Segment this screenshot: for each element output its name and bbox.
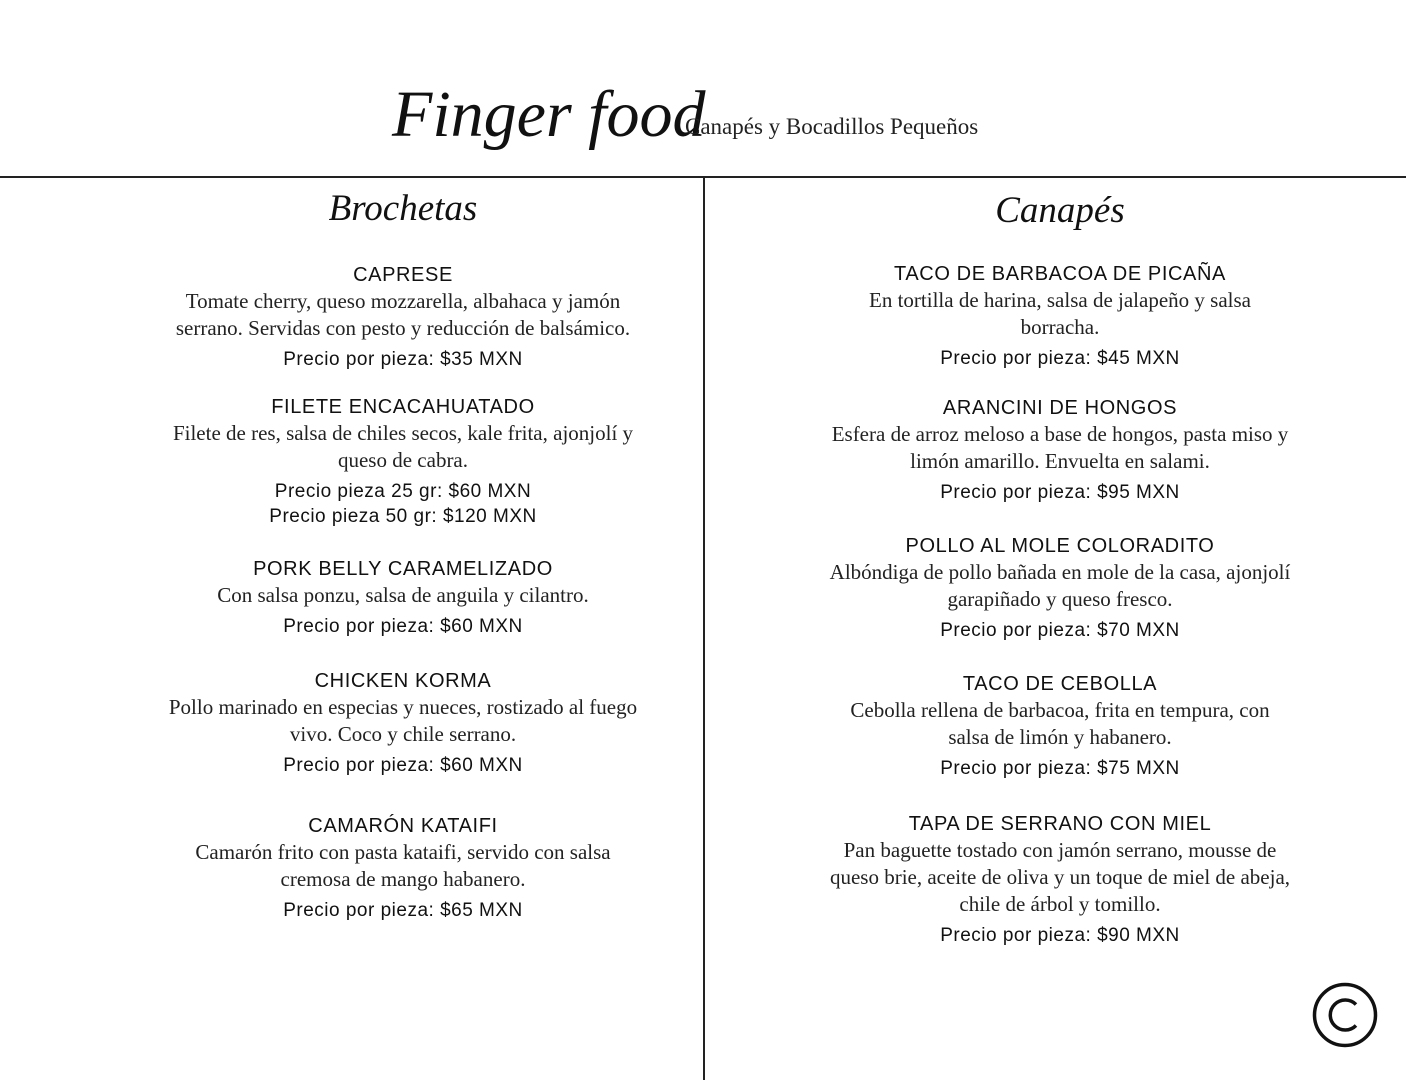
- item-description-line: Esfera de arroz meloso a base de hongos, pasta miso y: [831, 422, 1289, 446]
- item-price: Precio por pieza: $75 MXN: [940, 758, 1180, 779]
- item-description-line: limón amarillo. Envuelta en salami.: [910, 449, 1210, 473]
- item-description-line: Camarón frito con pasta kataifi, servido con salsa: [195, 840, 611, 864]
- page-title: Finger food: [392, 78, 706, 151]
- item-name: TAPA DE SERRANO CON MIEL: [908, 813, 1212, 835]
- menu-item: [140, 262, 666, 372]
- page-subtitle: Canapés y Bocadillos Pequeños: [685, 114, 979, 139]
- item-description-line: Con salsa ponzu, salsa de anguila y cilantro.: [217, 583, 589, 607]
- menu-item: [140, 813, 666, 923]
- item-description-line: Filete de res, salsa de chiles secos, kale frita, ajonjolí y: [172, 421, 634, 445]
- item-price: Precio pieza 50 gr: $120 MXN: [269, 506, 537, 527]
- item-price: Precio por pieza: $45 MXN: [940, 348, 1180, 369]
- menu-item: [800, 811, 1320, 948]
- item-description-line: En tortilla de harina, salsa de jalapeño y salsa: [869, 288, 1251, 312]
- item-description-line: cremosa de mango habanero.: [280, 867, 526, 891]
- item-name: ARANCINI DE HONGOS: [942, 397, 1178, 419]
- item-name: PORK BELLY CARAMELIZADO: [253, 558, 553, 580]
- item-name: CHICKEN KORMA: [314, 670, 492, 692]
- menu-item: [800, 671, 1320, 781]
- item-description-line: garapiñado y queso fresco.: [947, 587, 1173, 611]
- item-name: CAMARÓN KATAIFI: [308, 815, 498, 837]
- item-description-line: queso de cabra.: [337, 448, 469, 472]
- section-title-brochetas: Brochetas: [328, 188, 478, 229]
- menu-item: [140, 556, 666, 639]
- item-price: Precio por pieza: $90 MXN: [940, 925, 1180, 946]
- item-description-line: Pan baguette tostado con jamón serrano, mousse de: [843, 838, 1277, 862]
- menu-item: [800, 395, 1320, 505]
- item-price: Precio por pieza: $65 MXN: [283, 900, 523, 921]
- item-price: Precio por pieza: $95 MXN: [940, 482, 1180, 503]
- section-title-canapes: Canapés: [995, 190, 1125, 231]
- item-name: POLLO AL MOLE COLORADITO: [905, 535, 1215, 557]
- item-description-line: Albóndiga de pollo bañada en mole de la casa, ajonjolí: [829, 560, 1291, 584]
- item-description-line: serrano. Servidas con pesto y reducción de balsámico.: [175, 316, 631, 340]
- item-description-line: Tomate cherry, queso mozzarella, albahaca y jamón: [185, 289, 621, 313]
- copyright-icon: [1312, 982, 1378, 1048]
- item-price: Precio por pieza: $35 MXN: [283, 349, 523, 370]
- item-description-line: Pollo marinado en especias y nueces, rostizado al fuego: [168, 695, 638, 719]
- item-description-line: borracha.: [1020, 315, 1100, 339]
- column-divider: [703, 178, 705, 1080]
- menu-item: [800, 533, 1320, 643]
- menu-item: [140, 394, 666, 529]
- item-name: FILETE ENCACAHUATADO: [271, 396, 535, 418]
- item-name: TACO DE CEBOLLA: [962, 673, 1158, 695]
- menu-header: [0, 0, 1406, 176]
- item-description-line: Cebolla rellena de barbacoa, frita en tempura, con: [850, 698, 1270, 722]
- item-price: Precio por pieza: $60 MXN: [283, 616, 523, 637]
- item-name: CAPRESE: [353, 264, 453, 286]
- menu-item: [140, 668, 666, 778]
- item-description-line: vivo. Coco y chile serrano.: [289, 722, 517, 746]
- item-price: Precio por pieza: $60 MXN: [283, 755, 523, 776]
- item-price: Precio por pieza: $70 MXN: [940, 620, 1180, 641]
- item-price: Precio pieza 25 gr: $60 MXN: [274, 481, 532, 502]
- menu-item: [800, 261, 1320, 371]
- item-description-line: chile de árbol y tomillo.: [959, 892, 1161, 916]
- item-description-line: queso brie, aceite de oliva y un toque de miel de abeja,: [829, 865, 1291, 889]
- item-description-line: salsa de limón y habanero.: [948, 725, 1172, 749]
- item-name: TACO DE BARBACOA DE PICAÑA: [894, 263, 1226, 285]
